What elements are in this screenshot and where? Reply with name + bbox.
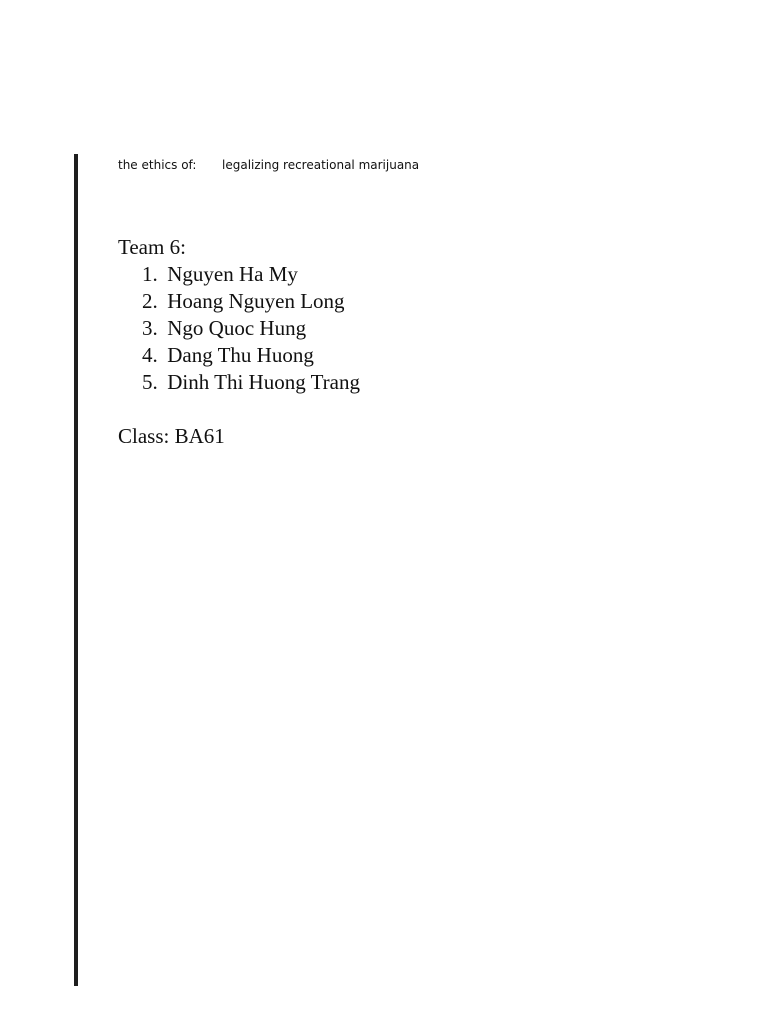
member-name: Dinh Thi Huong Trang	[167, 370, 360, 394]
left-margin-rule	[74, 154, 78, 986]
team-members-list	[118, 261, 360, 396]
document-heading	[118, 158, 419, 172]
member-name: Ngo Quoc Hung	[167, 316, 307, 340]
member-number: 3.	[142, 316, 158, 340]
document-body	[118, 234, 360, 450]
team-member	[142, 261, 360, 288]
member-number: 4.	[142, 343, 158, 367]
member-name: Nguyen Ha My	[167, 262, 298, 286]
team-label: Team 6:	[118, 235, 186, 259]
member-name: Hoang Nguyen Long	[167, 289, 345, 313]
heading-prefix: the ethics of:	[118, 158, 197, 172]
class-info	[118, 423, 360, 450]
member-number: 1.	[142, 262, 158, 286]
class-value: BA61	[174, 424, 225, 448]
member-number: 5.	[142, 370, 158, 394]
member-number: 2.	[142, 289, 158, 313]
team-member	[142, 369, 360, 396]
team-member	[142, 315, 360, 342]
member-name: Dang Thu Huong	[167, 343, 314, 367]
team-member	[142, 342, 360, 369]
class-label: Class:	[118, 424, 170, 448]
team-member	[142, 288, 360, 315]
heading-topic: legalizing recreational marijuana	[222, 158, 420, 172]
